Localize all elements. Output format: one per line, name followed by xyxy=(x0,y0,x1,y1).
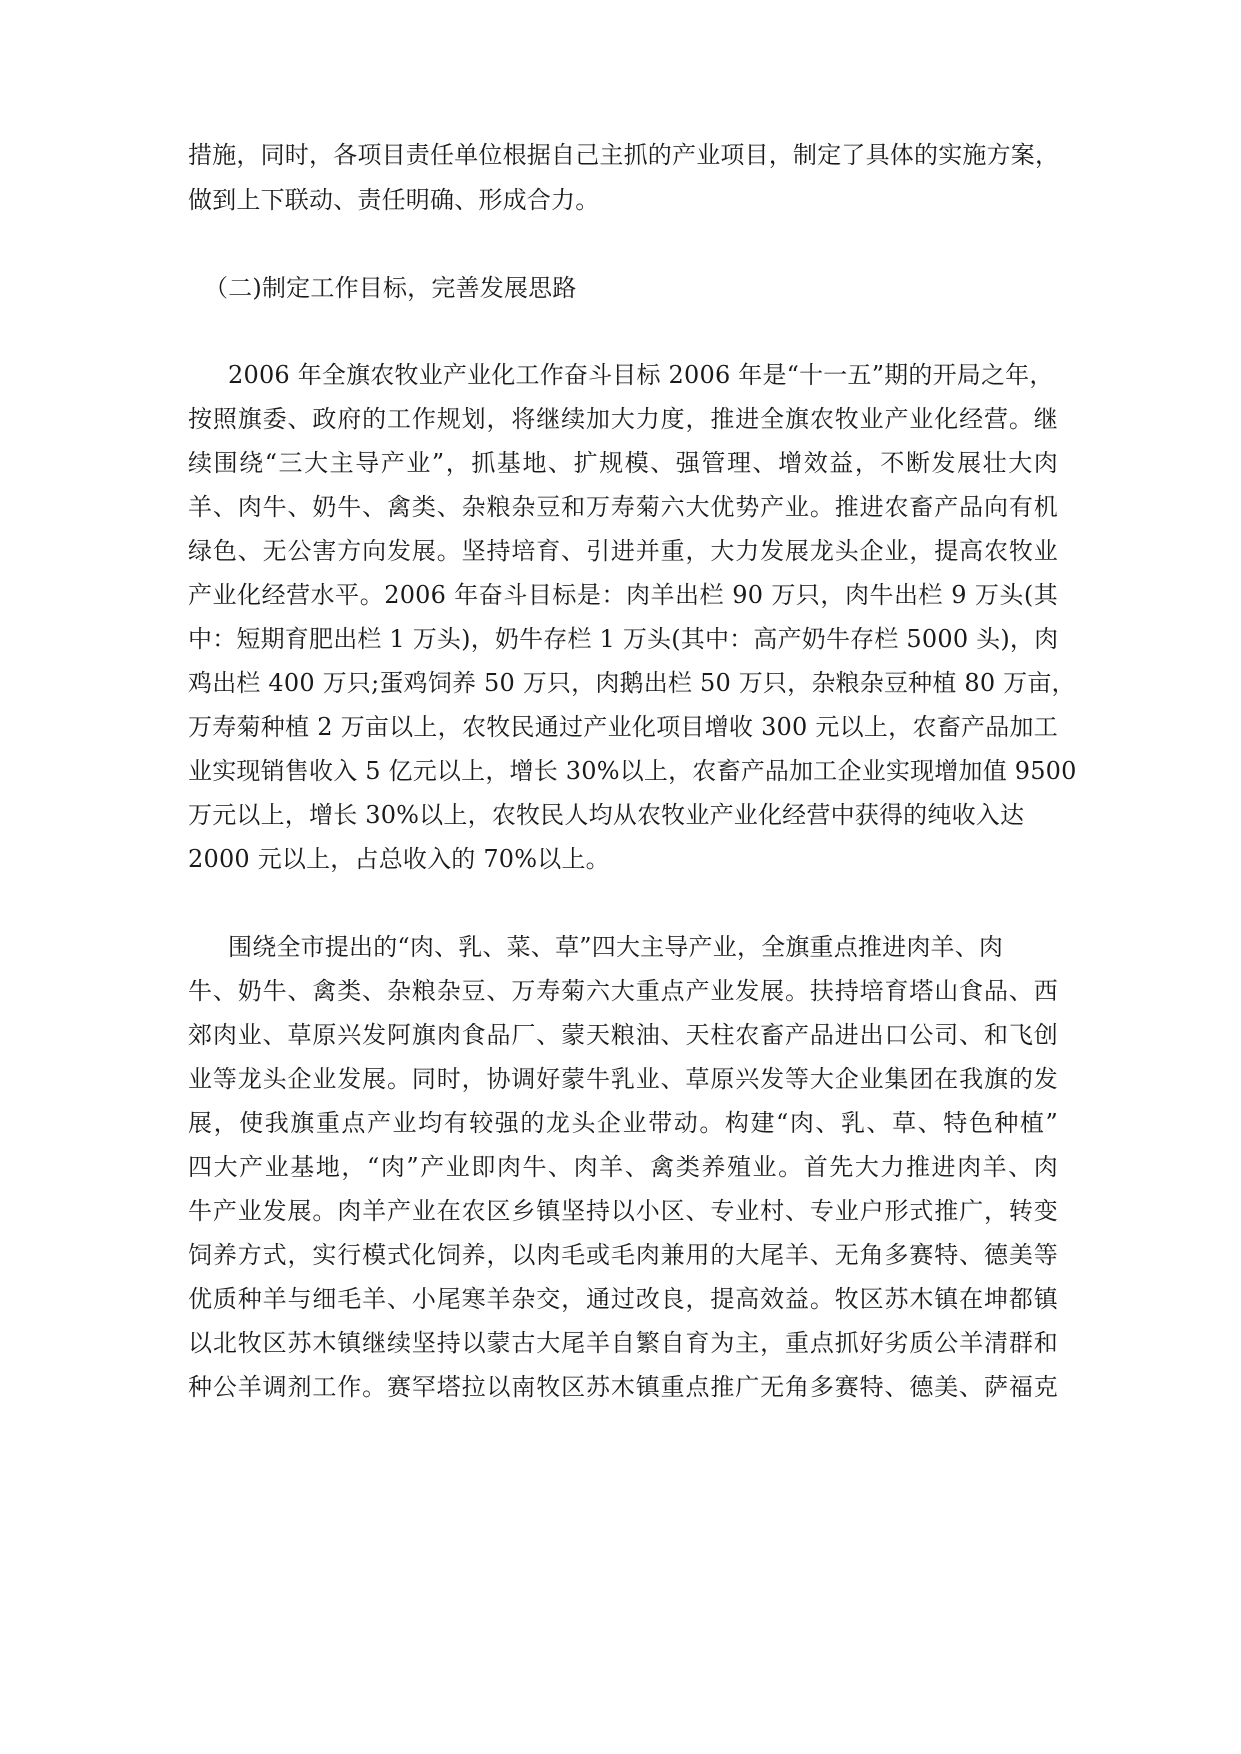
paragraph-2-line-6: 产业化经营水平。2006 年奋斗目标是：肉羊出栏 90 万只，肉牛出栏 9 万头(其 xyxy=(188,581,1058,609)
paragraph-2-line-8: 鸡出栏 400 万只;蛋鸡饲养 50 万只，肉鹅出栏 50 万只，杂粮杂豆种植 80 万亩， xyxy=(188,669,1076,697)
paragraph-3-line-9: 优质种羊与细毛羊、小尾寒羊杂交，通过改良，提高效益。牧区苏木镇在坤都镇 xyxy=(188,1285,1058,1313)
paragraph-2-line-5: 绿色、无公害方向发展。坚持培育、引进并重，大力发展龙头企业，提高农牧业 xyxy=(188,537,1058,565)
paragraph-2-line-7: 中：短期育肥出栏 1 万头)，奶牛存栏 1 万头(其中：高产奶牛存栏 5000 头)，肉 xyxy=(188,625,1059,653)
paragraph-3-line-6: 四大产业基地，“肉”产业即肉牛、肉羊、禽类养殖业。首先大力推进肉羊、肉 xyxy=(188,1153,1058,1181)
paragraph-2-line-11: 万元以上，增长 30%以上，农牧民人均从农牧业产业化经营中获得的纯收入达 xyxy=(188,801,1025,829)
paragraph-2-line-4: 羊、肉牛、奶牛、禽类、杂粮杂豆和万寿菊六大优势产业。推进农畜产品向有机 xyxy=(188,493,1058,521)
paragraph-3-line-5: 展，使我旗重点产业均有较强的龙头企业带动。构建“肉、乳、草、特色种植” xyxy=(188,1109,1058,1137)
paragraph-2-line-12: 2000 元以上，占总收入的 70%以上。 xyxy=(188,845,610,873)
paragraph-3-line-10: 以北牧区苏木镇继续坚持以蒙古大尾羊自繁自育为主，重点抓好劣质公羊清群和 xyxy=(188,1329,1058,1357)
paragraph-3-line-4: 业等龙头企业发展。同时，协调好蒙牛乳业、草原兴发等大企业集团在我旗的发 xyxy=(188,1065,1058,1093)
paragraph-2-line-1: 2006 年全旗农牧业产业化工作奋斗目标 2006 年是“十一五”期的开局之年， xyxy=(228,361,1054,389)
paragraph-3-line-8: 饲养方式，实行模式化饲养，以肉毛或毛肉兼用的大尾羊、无角多赛特、德美等 xyxy=(188,1241,1058,1269)
section-heading: （二)制定工作目标，完善发展思路 xyxy=(204,274,577,302)
paragraph-3-line-7: 牛产业发展。肉羊产业在农区乡镇坚持以小区、专业村、专业户形式推广，转变 xyxy=(188,1197,1058,1225)
paragraph-3-line-1: 围绕全市提出的“肉、乳、菜、草”四大主导产业，全旗重点推进肉羊、肉 xyxy=(228,933,1004,961)
paragraph-3-line-3: 郊肉业、草原兴发阿旗肉食品厂、蒙天粮油、天柱农畜产品进出口公司、和飞创 xyxy=(188,1021,1058,1049)
paragraph-2-line-3: 续围绕“三大主导产业”，抓基地、扩规模、强管理、增效益，不断发展壮大肉 xyxy=(188,449,1058,477)
paragraph-2-line-10: 业实现销售收入 5 亿元以上，增长 30%以上，农畜产品加工企业实现增加值 9500 xyxy=(188,757,1077,785)
paragraph-2-line-9: 万寿菊种植 2 万亩以上，农牧民通过产业化项目增收 300 元以上，农畜产品加工 xyxy=(188,713,1058,741)
paragraph-1-line-1: 措施，同时，各项目责任单位根据自己主抓的产业项目，制定了具体的实施方案， xyxy=(188,141,1060,169)
paragraph-1-line-2: 做到上下联动、责任明确、形成合力。 xyxy=(188,186,600,214)
paragraph-2-line-2: 按照旗委、政府的工作规划，将继续加大力度，推进全旗农牧业产业化经营。继 xyxy=(188,405,1058,433)
paragraph-3-line-2: 牛、奶牛、禽类、杂粮杂豆、万寿菊六大重点产业发展。扶持培育塔山食品、西 xyxy=(188,977,1058,1005)
paragraph-3-line-11: 种公羊调剂工作。赛罕塔拉以南牧区苏木镇重点推广无角多赛特、德美、萨福克 xyxy=(188,1373,1058,1401)
